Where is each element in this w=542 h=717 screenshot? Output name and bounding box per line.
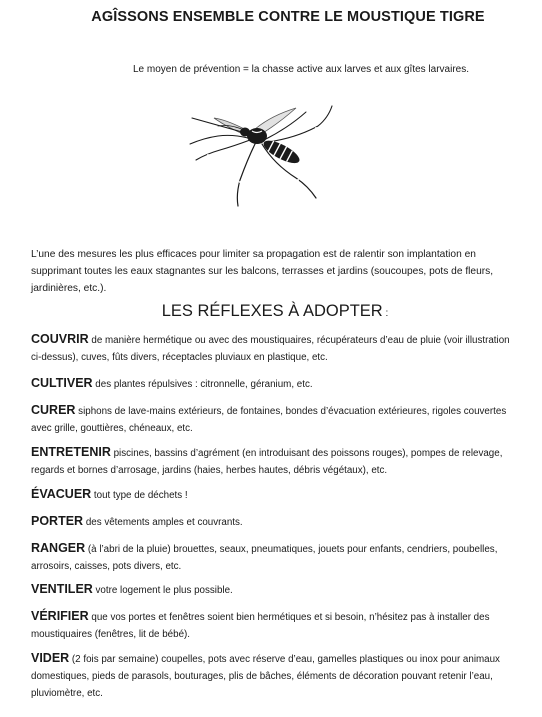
section-title-suffix: : [382,308,389,319]
reflex-item [31,375,511,393]
reflex-text: des vêtements amples et couvrants. [83,517,243,528]
subtitle: Le moyen de prévention = la chasse active aux larves et aux gîtes larvaires. [132,64,469,75]
reflex-text: votre logement le plus possible. [92,585,233,596]
page-title: AGÎSSONS ENSEMBLE CONTRE LE MOUSTIQUE TIGRE [91,9,485,25]
reflex-item [31,402,511,437]
reflex-item [31,608,511,643]
reflex-text: tout type de déchets ! [91,490,188,501]
reflex-item [31,486,511,504]
mosquito-illustration [178,98,338,210]
reflex-keyword: ENTRETENIR [31,445,111,459]
reflex-text: des plantes répulsives : citronnelle, géranium, etc. [92,379,313,390]
reflex-keyword: ÉVACUER [31,487,92,501]
reflex-text: (à l’abri de la pluie) brouettes, seaux, pneumatiques, jouets pour enfants, cendriers, poubelles, arrosoirs, caisses, pots divers, etc. [31,544,498,572]
section-title [0,302,542,321]
reflex-item [31,650,511,702]
reflex-keyword: CULTIVER [31,376,93,390]
reflex-keyword: VÉRIFIER [31,609,89,623]
reflex-text: piscines, bassins d’agrément (en introduisant des poissons rouges), pompes de relevage, regards et bornes d’arrosage, jardins (haies, herbes hautes, débris végétaux), etc. [31,448,503,476]
reflex-keyword: RANGER [31,541,86,555]
reflex-text: de manière hermétique ou avec des moustiquaires, récupérateurs d’eau de pluie (voir illustration ci-dessus), cuves, fûts divers, réceptacles pluviaux en plastique, etc. [31,335,510,363]
section-title-text: LES RÉFLEXES À ADOPTER [161,302,383,320]
reflex-keyword: VIDER [31,651,70,665]
reflex-item [31,581,511,599]
reflex-text: (2 fois par semaine) coupelles, pots avec réserve d’eau, gamelles plastiques ou inox pour animaux domestiques, pieds de parasols, bouturages, plis de bâches, éléments de décoration pouvant retenir l’eau, pluviomètre, etc. [31,654,500,699]
reflex-item [31,540,511,575]
intro-paragraph: L’une des mesures les plus efficaces pour limiter sa propagation est de ralentir son implantation en supprimant toutes les eaux stagnantes sur les balcons, terrasses et jardins (soucoupes, pots de fleurs, jardinières, etc.). [31,249,494,294]
reflex-keyword: CURER [31,403,76,417]
reflex-keyword: PORTER [31,514,84,528]
reflex-keyword: VENTILER [31,582,93,596]
reflex-keyword: COUVRIR [31,332,89,346]
reflex-text: que vos portes et fenêtres soient bien hermétiques et si besoin, n’hésitez pas à installer des moustiquaires (fenêtres, lit de bébé). [31,612,490,640]
reflex-item [31,444,511,479]
reflex-text: siphons de lave-mains extérieurs, de fontaines, bondes d’évacuation extérieures, rigoles couvertes avec grille, gouttières, chéneaux, etc. [31,406,507,434]
reflex-item [31,331,511,366]
reflex-item [31,513,511,531]
